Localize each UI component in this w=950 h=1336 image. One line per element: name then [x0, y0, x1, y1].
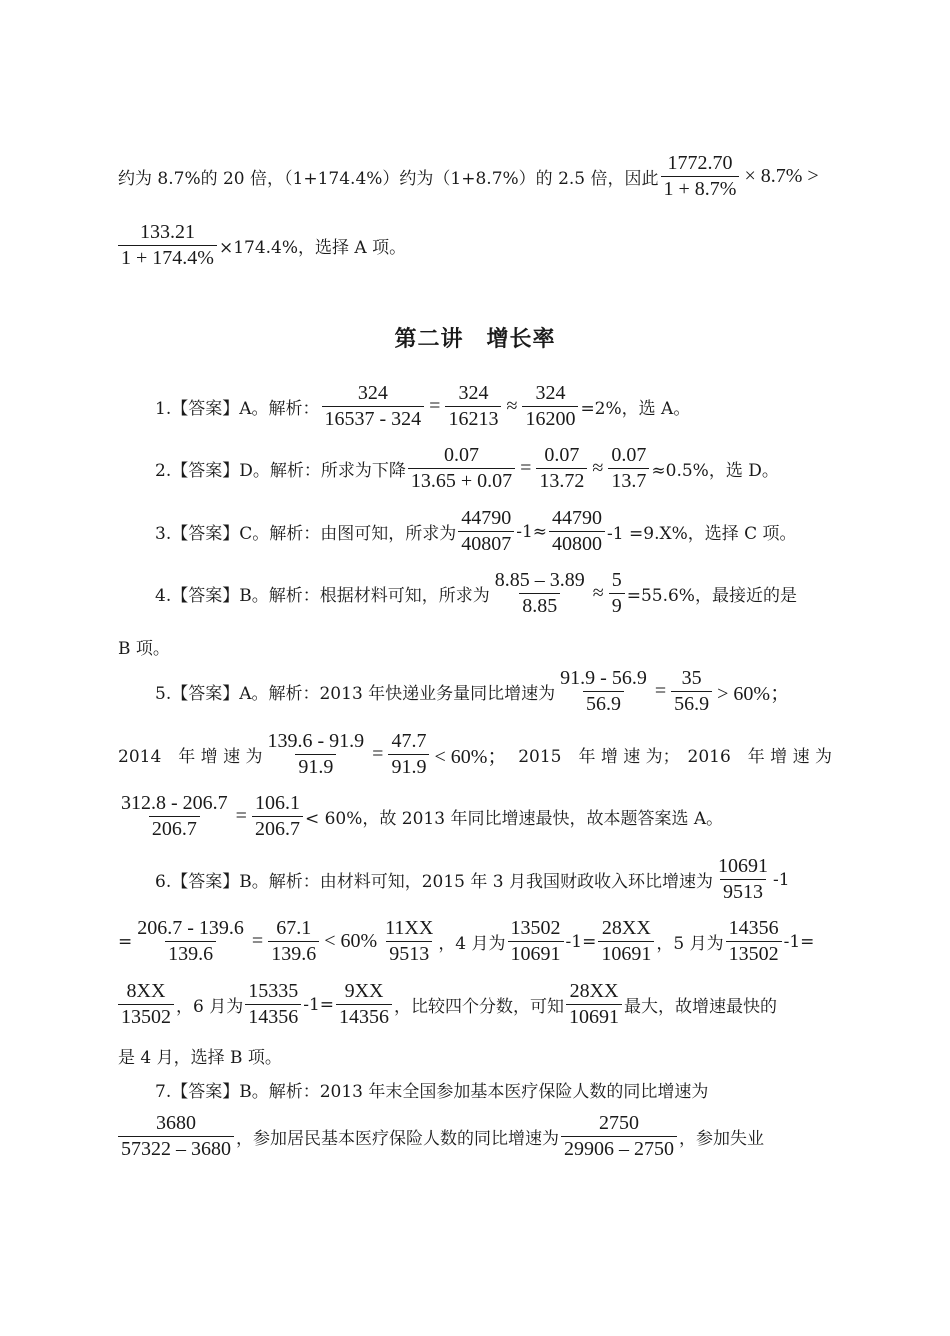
answer-5-2014: 2014 年 增 速 为 $\frac{139.6 - 91.9}{91.9}$ = $\frac{47.7}{91.9}$ < 60%； [118, 730, 508, 778]
answer-6: 6.【答案】B。解析：由材料可知，2015 年 3 月我国财政收入环比增速为 $\frac{10691}{9513}$ -1 [155, 855, 790, 903]
fraction: $\frac{44790}{40807}$ [458, 507, 514, 556]
fraction: $\frac{133.21}{1 + 174.4\%}$ [118, 221, 217, 270]
fraction: $\frac{35}{56.9}$ [671, 667, 712, 716]
answer-4-line-2: B 项。 [118, 639, 170, 659]
answer-1: 1.【答案】A。解析： $\frac{324}{16537 - 324}$ = $\frac{324}{16213}$ ≈ $\frac{324}{16200}$ =2%，选 A。 [155, 382, 691, 430]
fraction: $\frac{0.07}{13.72}$ [536, 444, 587, 493]
answer-6-line-4: 是 4 月，选择 B 项。 [118, 1048, 282, 1068]
fraction: $\frac{15335}{14356}$ [245, 980, 301, 1029]
fraction: $\frac{9XX}{14356}$ [336, 980, 392, 1029]
fraction: $\frac{324}{16200}$ [522, 382, 578, 431]
fraction: $\frac{3680}{57322 - 3680}$ [118, 1112, 234, 1161]
fraction: $\frac{13502}{10691}$ [508, 917, 564, 966]
answer-3: 3.【答案】C。解析：由图可知，所求为 $\frac{44790}{40807}$ -1≈ $\frac{44790}{40800}$ -1 =9.X%，选择 C 项。 [155, 507, 797, 555]
answer-6-line-3: $\frac{8XX}{13502}$ ，6 月为 $\frac{15335}{14356}$ -1= $\frac{9XX}{14356}$ ，比较四个分数，可知 $\frac{28XX}{10691}$ 最大，故增速最快的 [118, 980, 832, 1029]
answer-7-line-2: $\frac{3680}{57322 - 3680}$ ，参加居民基本医疗保险人数的同比增速为 $\frac{2750}{29906 - 2750}$ ，参加失业 [118, 1112, 832, 1161]
fraction: $\frac{5}{9}$ [609, 569, 625, 618]
answer-5-line-3: $\frac{312.8 - 206.7}{206.7}$ = $\frac{106.1}{206.7}$ < 60%，故 2013 年同比增速最快，故本题答案选 A。 [118, 792, 832, 841]
fraction: $\frac{324}{16213}$ [445, 382, 501, 431]
answer-5: 5.【答案】A。解析：2013 年快递业务量同比增速为 $\frac{91.9 - 56.9}{56.9}$ = $\frac{35}{56.9}$ > 60%； [155, 667, 791, 715]
fraction: $\frac{10691}{9513}$ [718, 855, 769, 903]
top-line-2: $\frac{133.21}{1 + 174.4\%}$ ×174.4%，选择 A 项。 [118, 221, 832, 270]
fraction: $\frac{67.1}{139.6}$ [268, 917, 319, 966]
fraction: $\frac{1772.70}{1 + 8.7\%}$ [661, 152, 740, 201]
fraction: $\frac{8.85 - 3.89}{8.85}$ [494, 569, 585, 617]
answer-4: 4.【答案】B。解析：根据材料可知，所求为 $\frac{8.85 - 3.89}{8.85}$ ≈ $\frac{5}{9}$ =55.6%，最接近的是 [155, 569, 797, 617]
top-line-1-text: 约为 8.7%的 20 倍，（1+174.4%）约为（1+8.7%）的 2.5 倍，因此 [118, 169, 659, 189]
fraction: $\frac{28XX}{10691}$ [566, 980, 622, 1029]
top-line-1: 约为 8.7%的 20 倍，（1+174.4%）约为（1+8.7%）的 2.5 倍，因此 $\frac{1772.70}{1 + 8.7\%}$ × 8.7% > [118, 152, 819, 200]
answer-7: 7.【答案】B。解析：2013 年末全国参加基本医疗保险人数的同比增速为 [155, 1082, 709, 1102]
answer-5-line-2: 2014 年 增 速 为 $\frac{139.6 - 91.9}{91.9}$ = $\frac{47.7}{91.9}$ < 60%； 2015 年 增 速 为； 2016 年 增 速 为 [118, 730, 832, 778]
section-heading: 第二讲 增长率 [394, 327, 556, 352]
fraction: $\frac{139.6 - 91.9}{91.9}$ [267, 730, 365, 778]
fraction: $\frac{11XX}{9513}$ [385, 917, 434, 965]
fraction: $\frac{312.8 - 206.7}{206.7}$ [121, 792, 228, 840]
fraction: $\frac{0.07}{13.65 + 0.07}$ [408, 444, 515, 493]
answer-6-line-2: = $\frac{206.7 - 139.6}{139.6}$ = $\frac{67.1}{139.6}$ < 60% $\frac{11XX}{9513}$ ，4 月为 $\frac{13502}{10691}$ -1= $\frac{28XX}{10691}$ ，5 月为 $\frac{14356}{13502}$ -1= [118, 917, 815, 965]
answer-2: 2.【答案】D。解析：所求为下降 $\frac{0.07}{13.65 + 0.07}$ = $\frac{0.07}{13.72}$ ≈ $\frac{0.07}{13.7}$ ≈0.5%，选 D。 [155, 444, 779, 492]
fraction: $\frac{324}{16537 - 324}$ [322, 382, 425, 431]
fraction: $\frac{2750}{29906 - 2750}$ [561, 1112, 677, 1161]
fraction: $\frac{206.7 - 139.6}{139.6}$ [137, 917, 244, 965]
fraction: $\frac{14356}{13502}$ [726, 917, 782, 966]
fraction: $\frac{44790}{40800}$ [549, 507, 605, 556]
fraction: $\frac{106.1}{206.7}$ [252, 792, 303, 841]
fraction: $\frac{28XX}{10691}$ [598, 917, 654, 966]
fraction: $\frac{47.7}{91.9}$ [388, 730, 429, 779]
fraction: $\frac{0.07}{13.7}$ [608, 444, 649, 493]
fraction: $\frac{91.9 - 56.9}{56.9}$ [560, 667, 647, 715]
fraction: $\frac{8XX}{13502}$ [118, 980, 174, 1029]
